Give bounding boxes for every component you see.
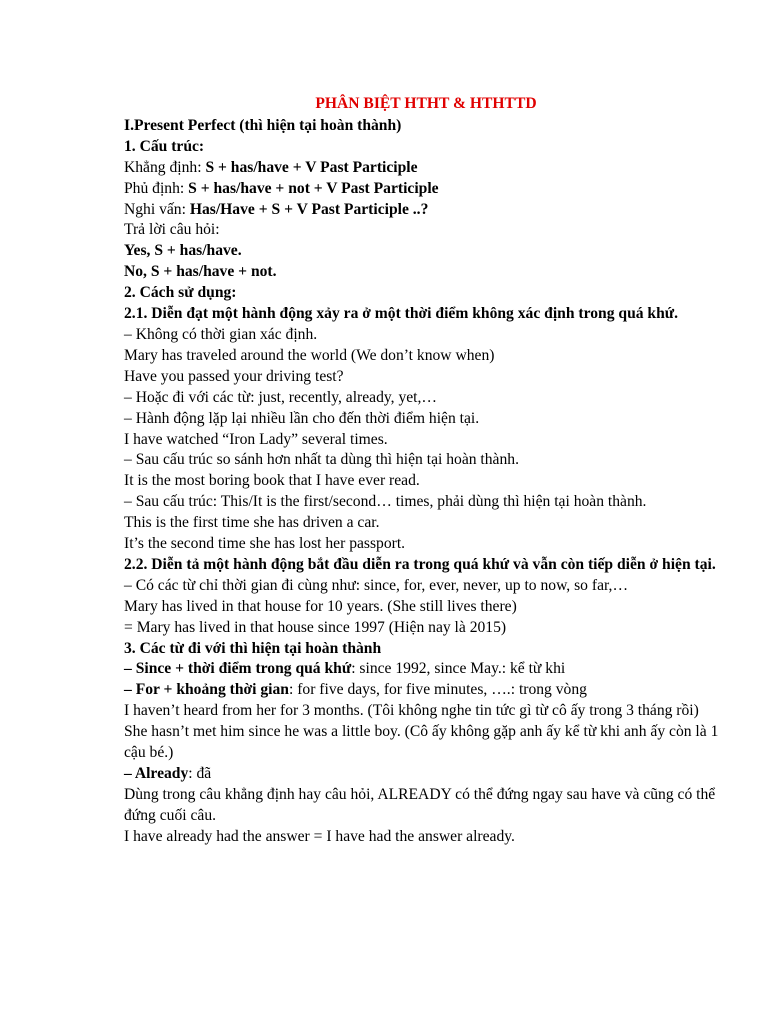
text-line xyxy=(124,388,728,409)
text-line xyxy=(124,304,728,325)
bold-segment: No, S + has/have + not. xyxy=(124,263,277,281)
bold-segment: 2.1. Diễn đạt một hành động xảy ra ở một thời điểm không xác định trong quá khứ. xyxy=(124,305,679,323)
text-line xyxy=(124,827,728,848)
text-segment: Phủ định: xyxy=(124,179,189,197)
bold-segment: 1. Cấu trúc: xyxy=(124,137,205,155)
text-segment: Mary has lived in that house for 10 years. (She still lives there) xyxy=(124,597,517,615)
text-segment: – Hoặc đi với các từ: just, recently, already, yet,… xyxy=(124,388,438,406)
text-line xyxy=(124,534,728,555)
text-line xyxy=(124,367,728,388)
text-line xyxy=(124,513,728,534)
text-line xyxy=(124,241,728,262)
text-line xyxy=(124,200,728,221)
text-line xyxy=(124,680,728,701)
text-line xyxy=(124,722,728,764)
bold-segment: Yes, S + has/have. xyxy=(124,242,242,260)
text-line xyxy=(124,659,728,680)
text-segment: – Sau cấu trúc: This/It is the first/second… times, phải dùng thì hiện tại hoàn thành. xyxy=(124,493,647,511)
text-segment: Nghi vấn: xyxy=(124,200,190,218)
bold-segment: 3. Các từ đi với thì hiện tại hoàn thành xyxy=(124,639,382,657)
text-segment: I have watched “Iron Lady” several times. xyxy=(124,430,388,448)
bold-segment: I.Present Perfect (thì hiện tại hoàn thành) xyxy=(124,116,402,134)
text-line xyxy=(124,262,728,283)
text-line xyxy=(124,555,728,576)
text-line xyxy=(124,576,728,597)
text-segment: She hasn’t met him since he was a little boy. (Cô ấy không gặp anh ấy kể từ khi anh ấy còn là 1 cậu bé.) xyxy=(124,723,719,762)
text-segment: This is the first time she has driven a car. xyxy=(124,514,380,532)
text-line xyxy=(124,492,728,513)
text-line xyxy=(124,639,728,660)
bold-segment: 2.2. Diễn tả một hành động bắt đầu diễn ra trong quá khứ và vẫn còn tiếp diễn ở hiện tại. xyxy=(124,555,716,573)
text-line xyxy=(124,346,728,367)
text-line xyxy=(124,764,728,785)
text-segment: : for five days, for five minutes, ….: trong vòng xyxy=(288,681,587,699)
text-segment: – Có các từ chỉ thời gian đi cùng như: since, for, ever, never, up to now, so far,… xyxy=(124,576,629,594)
bold-segment: 2. Cách sử dụng: xyxy=(124,284,237,302)
text-line xyxy=(124,325,728,346)
document-title: PHÂN BIỆT HTHT & HTHTTD xyxy=(315,95,537,112)
text-line xyxy=(124,409,728,430)
text-segment: Dùng trong câu khẳng định hay câu hỏi, ALREADY có thể đứng ngay sau have và cũng có thể đứng cuối câu. xyxy=(124,785,716,824)
text-segment: I have already had the answer = I have had the answer already. xyxy=(124,827,515,845)
text-segment: I haven’t heard from her for 3 months. (Tôi không nghe tin tức gì từ cô ấy trong 3 tháng rồi) xyxy=(124,702,699,720)
text-line xyxy=(124,430,728,451)
bold-segment: – For + khoảng thời gian xyxy=(124,681,289,699)
text-segment: It is the most boring book that I have ever read. xyxy=(124,472,420,490)
text-segment: – Không có thời gian xác định. xyxy=(124,325,318,343)
text-segment: It’s the second time she has lost her passport. xyxy=(124,535,406,553)
text-line xyxy=(124,471,728,492)
text-segment: Mary has traveled around the world (We don’t know when) xyxy=(124,346,495,364)
text-line xyxy=(124,618,728,639)
text-segment: = Mary has lived in that house since 1997 (Hiện nay là 2015) xyxy=(124,618,507,636)
text-line xyxy=(124,785,728,827)
text-segment: Trả lời câu hỏi: xyxy=(124,221,220,239)
text-segment: : since 1992, since May.: kể từ khi xyxy=(351,660,566,678)
text-line xyxy=(124,701,728,722)
text-segment: Khẳng định: xyxy=(124,158,206,176)
document-body xyxy=(124,116,728,848)
text-line xyxy=(124,179,728,200)
text-segment: : đã xyxy=(188,765,212,782)
text-line xyxy=(124,116,728,137)
text-line xyxy=(124,220,728,241)
bold-segment: S + has/have + not + V Past Participle xyxy=(188,179,439,197)
text-segment: – Hành động lặp lại nhiều lần cho đến thời điểm hiện tại. xyxy=(124,409,480,427)
text-segment: – Sau cấu trúc so sánh hơn nhất ta dùng thì hiện tại hoàn thành. xyxy=(124,451,519,469)
bold-segment: – Already xyxy=(124,765,189,782)
text-segment: Have you passed your driving test? xyxy=(124,367,344,385)
text-line xyxy=(124,137,728,158)
text-line xyxy=(124,158,728,179)
bold-segment: S + has/have + V Past Participle xyxy=(205,158,418,176)
text-line xyxy=(124,283,728,304)
text-line xyxy=(124,597,728,618)
text-line xyxy=(124,450,728,471)
bold-segment: – Since + thời điểm trong quá khứ xyxy=(124,660,352,678)
bold-segment: Has/Have + S + V Past Participle ..? xyxy=(189,200,429,218)
